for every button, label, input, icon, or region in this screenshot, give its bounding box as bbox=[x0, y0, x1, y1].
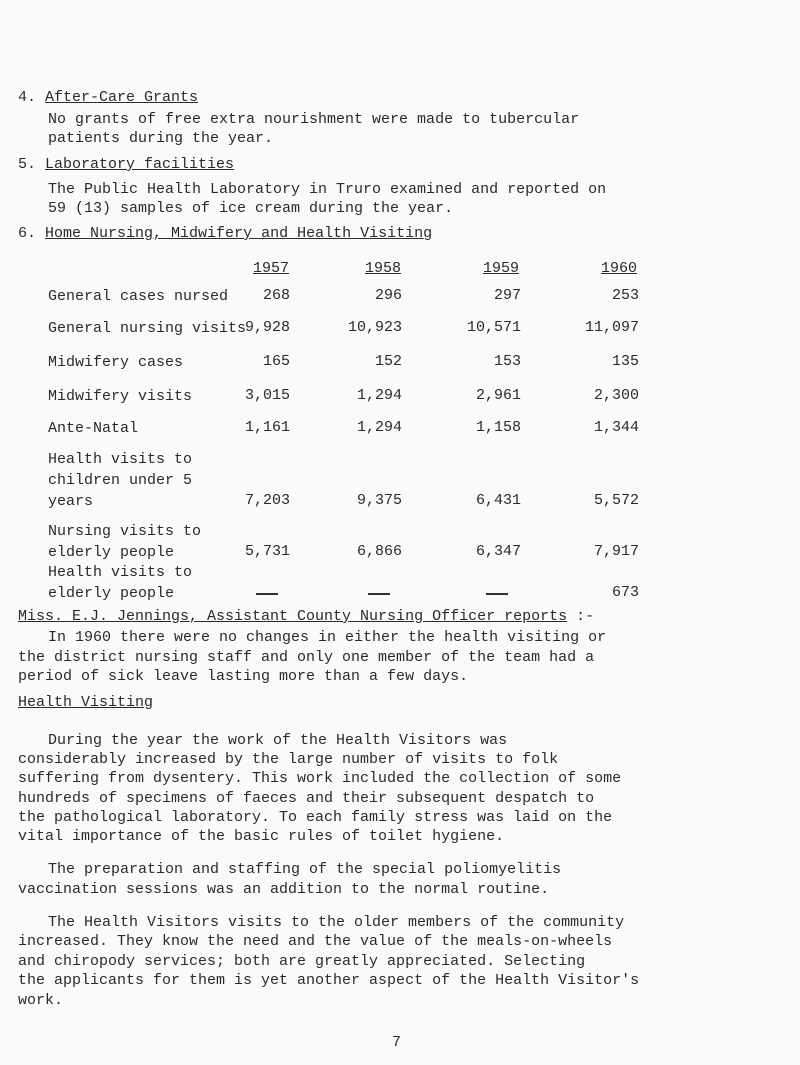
table-cell: 5,572 bbox=[593, 492, 639, 509]
section-title: Laboratory facilities bbox=[45, 156, 235, 173]
year-header: 1960 bbox=[601, 260, 638, 277]
table-cell: 268 bbox=[262, 287, 290, 304]
table-cell: 11,097 bbox=[584, 319, 639, 336]
table-cell: 296 bbox=[374, 287, 402, 304]
table-cell: 1,158 bbox=[475, 419, 521, 436]
paragraph-line: vaccination sessions was an addition to the normal routine. bbox=[18, 881, 550, 898]
health-visiting-title: Health Visiting bbox=[18, 694, 154, 711]
report-heading-text: Miss. E.J. Jennings, Assistant County Nursing Officer reports bbox=[18, 608, 568, 625]
report-intro-line: the district nursing staff and only one member of the team had a bbox=[18, 649, 595, 666]
table-row-label: years bbox=[48, 493, 94, 510]
paragraph-line: vital importance of the basic rules of toilet hygiene. bbox=[18, 828, 505, 845]
table-cell: 6,866 bbox=[356, 543, 402, 560]
report-intro-line: In 1960 there were no changes in either the health visiting or bbox=[48, 629, 607, 646]
table-cell: 5,731 bbox=[244, 543, 290, 560]
section-5-heading bbox=[18, 155, 234, 174]
table-cell: 10,923 bbox=[347, 319, 402, 336]
table-row-label: General nursing visits bbox=[48, 320, 247, 337]
section-6-heading bbox=[18, 224, 432, 243]
table-cell: 152 bbox=[374, 353, 402, 370]
table-cell: 2,300 bbox=[593, 387, 639, 404]
report-heading-suffix: :- bbox=[567, 608, 595, 625]
year-header: 1958 bbox=[365, 260, 402, 277]
section-5-text-line: 59 (13) samples of ice cream during the year. bbox=[48, 200, 454, 217]
table-cell: 153 bbox=[493, 353, 521, 370]
section-4-text-line: patients during the year. bbox=[48, 130, 274, 147]
paragraph-line: considerably increased by the large number of visits to folk bbox=[18, 751, 559, 768]
table-cell: 135 bbox=[611, 353, 639, 370]
table-cell: 1,161 bbox=[244, 419, 290, 436]
paragraph-line: suffering from dysentery. This work included the collection of some bbox=[18, 770, 622, 787]
paragraph-line: The Health Visitors visits to the older members of the community bbox=[48, 914, 625, 931]
section-5-text-line: The Public Health Laboratory in Truro examined and reported on bbox=[48, 181, 607, 198]
table-cell: 7,203 bbox=[244, 492, 290, 509]
section-4-text-line: No grants of free extra nourishment were made to tubercular bbox=[48, 111, 580, 128]
table-cell: 6,431 bbox=[475, 492, 521, 509]
table-row-label: Nursing visits to bbox=[48, 523, 202, 540]
page-number: 7 bbox=[392, 1034, 402, 1051]
table-row-label: Midwifery visits bbox=[48, 388, 193, 405]
section-number: 4. bbox=[18, 89, 37, 106]
table-row-label: Health visits to bbox=[48, 564, 193, 581]
table-cell: 1,294 bbox=[356, 387, 402, 404]
table-cell: 9,928 bbox=[244, 319, 290, 336]
table-row-label: elderly people bbox=[48, 544, 175, 561]
empty-cell-dash bbox=[256, 593, 278, 595]
paragraph-line: The preparation and staffing of the special poliomyelitis bbox=[48, 861, 562, 878]
paragraph-line: work. bbox=[18, 992, 64, 1009]
table-cell: 6,347 bbox=[475, 543, 521, 560]
table-cell: 3,015 bbox=[244, 387, 290, 404]
empty-cell-dash bbox=[368, 593, 390, 595]
table-cell: 165 bbox=[262, 353, 290, 370]
table-row-label: Midwifery cases bbox=[48, 354, 184, 371]
section-title: After-Care Grants bbox=[45, 89, 199, 106]
section-4-heading bbox=[18, 88, 198, 107]
table-cell: 1,344 bbox=[593, 419, 639, 436]
paragraph-line: the pathological laboratory. To each family stress was laid on the bbox=[18, 809, 613, 826]
table-cell: 9,375 bbox=[356, 492, 402, 509]
table-row-label: Health visits to bbox=[48, 451, 193, 468]
paragraph-line: During the year the work of the Health Visitors was bbox=[48, 732, 508, 749]
paragraph-line: the applicants for them is yet another aspect of the Health Visitor's bbox=[18, 972, 640, 989]
table-row-label: General cases nursed bbox=[48, 288, 229, 305]
year-header: 1957 bbox=[253, 260, 290, 277]
table-cell: 2,961 bbox=[475, 387, 521, 404]
section-title: Home Nursing, Midwifery and Health Visiting bbox=[45, 225, 433, 242]
table-cell: 1,294 bbox=[356, 419, 402, 436]
year-header: 1959 bbox=[483, 260, 520, 277]
paragraph-line: and chiropody services; both are greatly appreciated. Selecting bbox=[18, 953, 586, 970]
section-number: 6. bbox=[18, 225, 37, 242]
paragraph-line: hundreds of specimens of faeces and their subsequent despatch to bbox=[18, 790, 595, 807]
report-heading bbox=[18, 607, 594, 626]
table-cell: 297 bbox=[493, 287, 521, 304]
table-cell: 7,917 bbox=[593, 543, 639, 560]
table-row-label: Ante-Natal bbox=[48, 420, 139, 437]
table-cell: 253 bbox=[611, 287, 639, 304]
section-number: 5. bbox=[18, 156, 37, 173]
paragraph-line: increased. They know the need and the value of the meals-on-wheels bbox=[18, 933, 613, 950]
table-cell: 10,571 bbox=[466, 319, 521, 336]
table-cell: 673 bbox=[611, 584, 639, 601]
table-row-label: elderly people bbox=[48, 585, 175, 602]
empty-cell-dash bbox=[486, 593, 508, 595]
table-row-label: children under 5 bbox=[48, 472, 193, 489]
report-intro-line: period of sick leave lasting more than a few days. bbox=[18, 668, 469, 685]
